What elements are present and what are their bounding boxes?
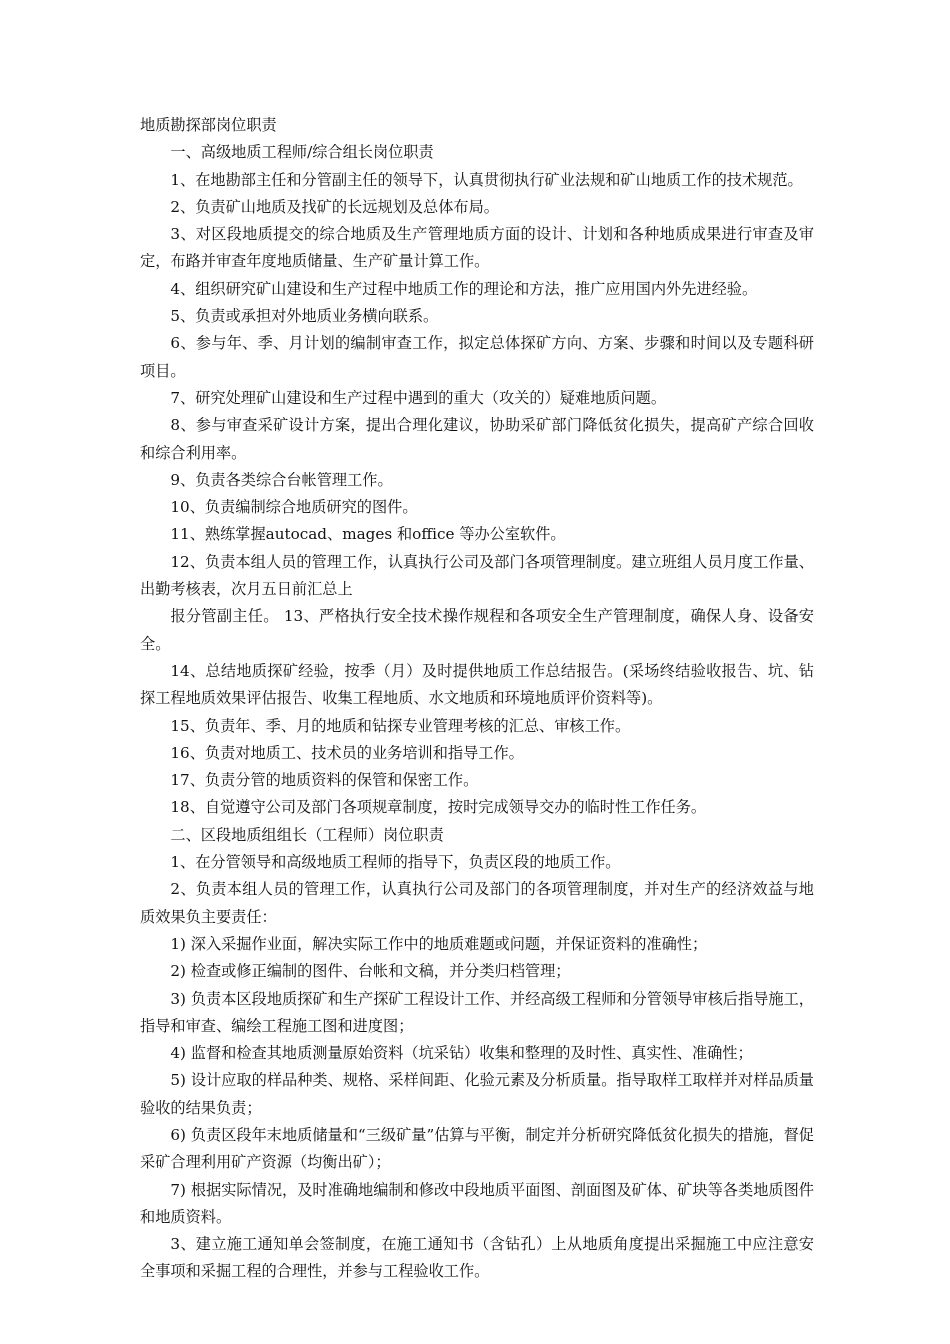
paragraph: 1、在分管领导和高级地质工程师的指导下，负责区段的地质工作。: [170, 853, 621, 872]
paragraph: 3、建立施工通知单会签制度，在施工通知书（含钻孔）上从地质角度提出采掘施工中应注意安全事项和采掘工程的合理性，并参与工程验收工作。: [140, 1235, 814, 1281]
paragraph: 3、对区段地质提交的综合地质及生产管理地质方面的设计、计划和各种地质成果进行审查及审定，布路并审查年度地质储量、生产矿量计算工作。: [140, 225, 814, 271]
paragraph: 11、熟练掌握autocad、mages 和office 等办公室软件。: [170, 525, 566, 544]
paragraph: 2、负责矿山地质及找矿的长远规划及总体布局。: [170, 197, 499, 216]
paragraph: 1、在地勘部主任和分管副主任的领导下，认真贯彻执行矿业法规和矿山地质工作的技术规范。: [170, 170, 803, 189]
paragraph: 15、负责年、季、月的地质和钻探专业管理考核的汇总、审核工作。: [170, 716, 631, 735]
paragraph: 一、高级地质工程师/综合组长岗位职责: [170, 143, 434, 162]
paragraph: 5) 设计应取的样品种类、规格、采样间距、化验元素及分析质量。指导取样工取样并对样品质量验收的结果负责；: [140, 1071, 814, 1117]
paragraph: 6、参与年、季、月计划的编制审查工作，拟定总体探矿方向、方案、步骤和时间以及专题科研项目。: [140, 334, 814, 380]
paragraph: 2、负责本组人员的管理工作，认真执行公司及部门的各项管理制度，并对生产的经济效益与地质效果负主要责任：: [140, 880, 814, 926]
paragraph: 3) 负责本区段地质探矿和生产探矿工程设计工作、并经高级工程师和分管领导审核后指导施工，指导和审查、编绘工程施工图和进度图；: [140, 989, 814, 1035]
paragraph: 16、负责对地质工、技术员的业务培训和指导工作。: [170, 743, 524, 762]
paragraph: 6) 负责区段年末地质储量和“三级矿量”估算与平衡，制定并分析研究降低贫化损失的措施，督促采矿合理利用矿产资源（均衡出矿）；: [140, 1125, 814, 1172]
paragraph: 10、负责编制综合地质研究的图件。: [170, 498, 418, 517]
paragraph: 14、总结地质探矿经验，按季（月）及时提供地质工作总结报告。(采场终结验收报告、坑、钻探工程地质效果评估报告、收集工程地质、水文地质和环境地质评价资料等)。: [140, 661, 814, 708]
paragraph: 2) 检查或修正编制的图件、台帐和文稿，并分类归档管理；: [170, 962, 571, 981]
paragraph: 17、负责分管的地质资料的保管和保密工作。: [170, 771, 479, 790]
paragraph: 7、研究处理矿山建设和生产过程中遇到的重大（攻关的）疑难地质问题。: [170, 388, 667, 407]
document-page: [140, 112, 814, 1286]
paragraph: 18、自觉遵守公司及部门各项规章制度，按时完成领导交办的临时性工作任务。: [170, 798, 707, 817]
document-body: [140, 139, 814, 1285]
paragraph: 1) 深入采掘作业面，解决实际工作中的地质难题或问题，并保证资料的准确性；: [170, 934, 708, 953]
paragraph: 8、参与审查采矿设计方案，提出合理化建议，协助采矿部门降低贫化损失，提高矿产综合回收和综合利用率。: [140, 416, 814, 462]
paragraph: 4、组织研究矿山建设和生产过程中地质工作的理论和方法，推广应用国内外先进经验。: [170, 279, 758, 298]
paragraph: 4) 监督和检查其地质测量原始资料（坑采钻）收集和整理的及时性、真实性、准确性；: [170, 1044, 753, 1063]
paragraph: 二、区段地质组组长（工程师）岗位职责: [170, 825, 444, 844]
paragraph: 12、负责本组人员的管理工作，认真执行公司及部门各项管理制度。建立班组人员月度工作量、出勤考核表，次月五日前汇总上: [140, 552, 814, 599]
paragraph: 9、负责各类综合台帐管理工作。: [170, 470, 393, 489]
paragraph: 5、负责或承担对外地质业务横向联系。: [170, 307, 439, 326]
paragraph: 报分管副主任。 13、严格执行安全技术操作规程和各项安全生产管理制度，确保人身、设备安全。: [140, 607, 814, 653]
document-title: 地质勘探部岗位职责: [140, 116, 277, 134]
paragraph: 7) 根据实际情况，及时准确地编制和修改中段地质平面图、剖面图及矿体、矿块等各类地质图件和地质资料。: [140, 1180, 814, 1226]
